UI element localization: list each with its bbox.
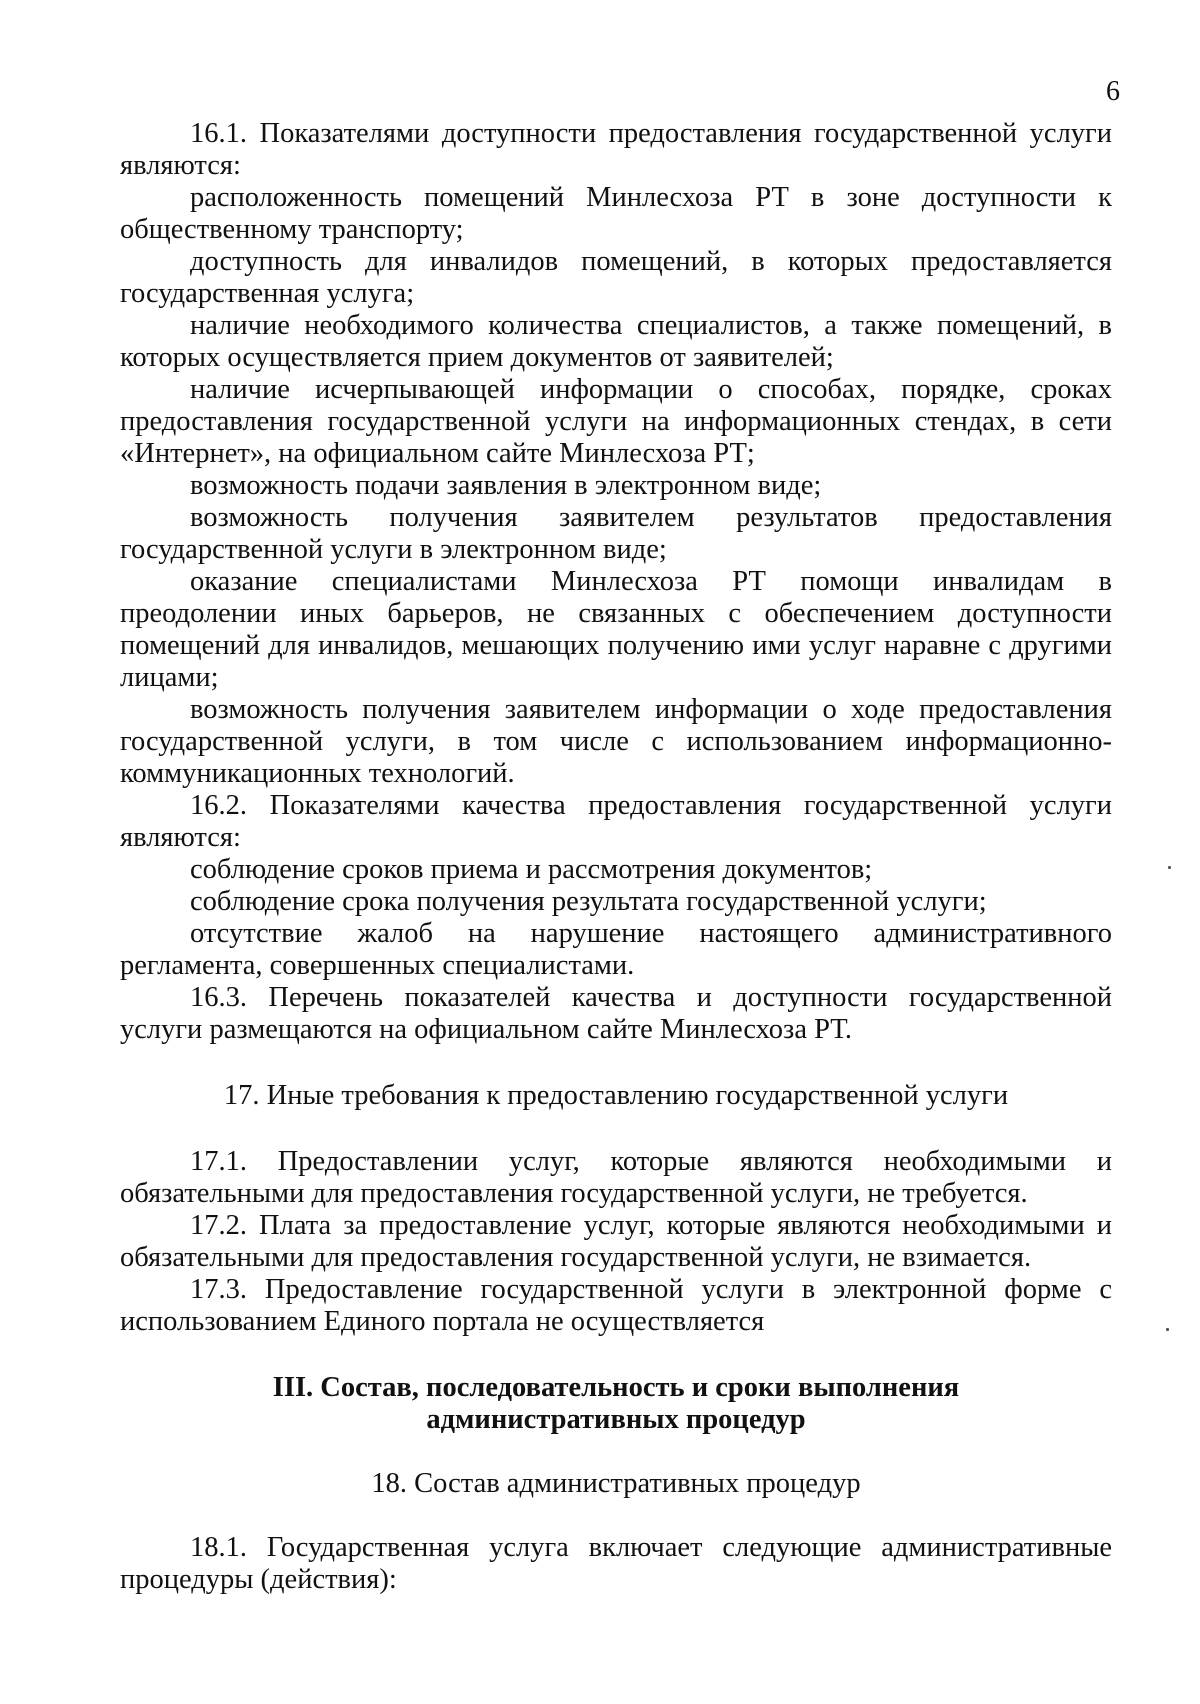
paragraph-information: наличие исчерпывающей информации о способах, порядке, сроках предоставления государственной услуги на информационных стендах, в сети «Интернет», на официальном сайте Минлесхоза РТ; xyxy=(120,374,1112,469)
paragraph-help-disabled: оказание специалистами Минлесхоза РТ помощи инвалидам в преодолении иных барьеров, не связанных с обеспечением доступности помещений для инвалидов, мешающих получению ими услуг наравне с другими лицами; xyxy=(120,566,1112,693)
heading-section-17: 17. Иные требования к предоставлению государственной услуги xyxy=(223,1080,1009,1111)
section-heading-line-2: административных процедур xyxy=(426,1404,806,1435)
paragraph-16-3: 16.3. Перечень показателей качества и доступности государственной услуги размещаются на официальном сайте Минлесхоза РТ. xyxy=(120,982,1112,1045)
section-heading-line-1: III. Состав, последовательность и сроки выполнения xyxy=(272,1372,960,1403)
paragraph-16-1: 16.1. Показателями доступности предоставления государственной услуги являются: xyxy=(120,118,1112,181)
spacer xyxy=(120,1046,1112,1080)
heading-section-18: 18. Состав административных процедур xyxy=(371,1468,861,1499)
spacer xyxy=(120,1436,1112,1468)
scan-speck xyxy=(1168,866,1171,869)
document-body xyxy=(120,118,1112,1596)
paragraph-17-2: 17.2. Плата за предоставление услуг, которые являются необходимыми и обязательными для предоставления государственной услуги, не взимается. xyxy=(120,1210,1112,1273)
scan-speck xyxy=(1166,1328,1169,1331)
paragraph-electronic-application: возможность подачи заявления в электронном виде; xyxy=(190,470,822,501)
paragraph-progress-info: возможность получения заявителем информации о ходе предоставления государственной услуги, в том числе с использованием информационно-коммуникационных технологий. xyxy=(120,694,1112,789)
page-number: 6 xyxy=(1106,76,1120,107)
paragraph-18-1: 18.1. Государственная услуга включает следующие административные процедуры (действия): xyxy=(120,1532,1112,1595)
paragraph-deadlines: соблюдение сроков приема и рассмотрения документов; xyxy=(190,854,873,885)
spacer xyxy=(120,1500,1112,1532)
paragraph-electronic-results: возможность получения заявителем результатов предоставления государственной услуги в электронном виде; xyxy=(120,502,1112,565)
section-heading-iii xyxy=(120,1372,1112,1436)
paragraph-specialists: наличие необходимого количества специалистов, а также помещений, в которых осуществляется прием документов от заявителей; xyxy=(120,310,1112,373)
paragraph-no-complaints: отсутствие жалоб на нарушение настоящего административного регламента, совершенных специалистами. xyxy=(120,918,1112,981)
paragraph-disabled-access: доступность для инвалидов помещений, в которых предоставляется государственная услуга; xyxy=(120,246,1112,309)
paragraph-16-2: 16.2. Показателями качества предоставления государственной услуги являются: xyxy=(120,790,1112,853)
paragraph-result-deadline: соблюдение срока получения результата государственной услуги; xyxy=(190,886,987,917)
spacer xyxy=(120,1338,1112,1372)
spacer xyxy=(120,1112,1112,1146)
paragraph-17-1: 17.1. Предоставлении услуг, которые являются необходимыми и обязательными для предоставления государственной услуги, не требуется. xyxy=(120,1146,1112,1209)
paragraph-transport-access: расположенность помещений Минлесхоза РТ в зоне доступности к общественному транспорту; xyxy=(120,182,1112,245)
paragraph-17-3: 17.3. Предоставление государственной услуги в электронной форме с использованием Единого портала не осуществляется xyxy=(120,1274,1112,1337)
